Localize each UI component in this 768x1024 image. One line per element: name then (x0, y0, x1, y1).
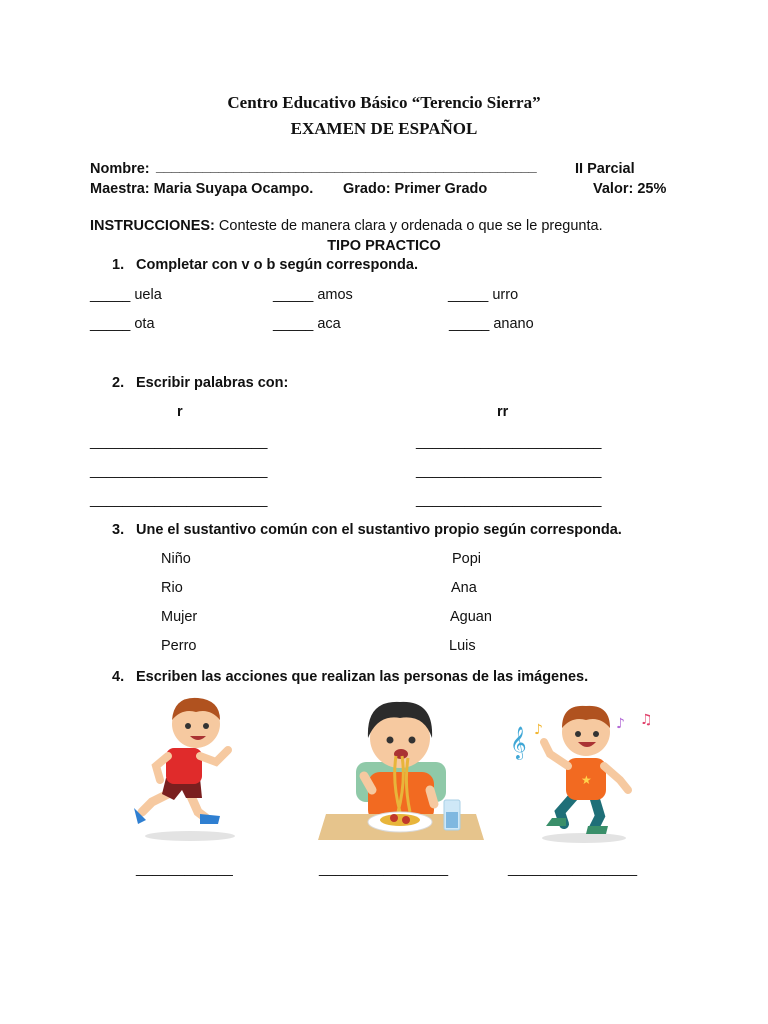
valor-label: Valor: 25% (593, 181, 667, 197)
parcial-label: II Parcial (575, 161, 635, 177)
q2-col-r: r (177, 404, 183, 420)
q3-proper-noun[interactable]: Aguan (450, 609, 492, 625)
q2-col-rr: rr (497, 404, 509, 420)
q4-answer-blank[interactable]: ________________ (319, 861, 449, 877)
q1-item[interactable]: _____ aca (273, 316, 341, 332)
q1-item[interactable]: _____ anano (449, 316, 534, 332)
q3-title: Une el sustantivo común con el sustantivo propio según corresponda. (136, 522, 622, 538)
q4-title: Escriben las acciones que realizan las personas de las imágenes. (136, 669, 589, 685)
music-note-icon: ♪ (534, 722, 543, 738)
q3-common-noun[interactable]: Rio (161, 580, 183, 596)
q4-answer-blank[interactable]: ____________ (136, 861, 233, 877)
eating-boy-illustration (316, 692, 486, 844)
nombre-label: Nombre: (90, 161, 150, 177)
q1-title: Completar con v o b según corresponda. (136, 257, 418, 273)
maestra-label: Maestra: Maria Suyapa Ocampo. (90, 181, 314, 197)
q2-title: Escribir palabras con: (136, 375, 289, 391)
q2-line-rr[interactable]: _______________________ (416, 434, 602, 450)
q3-common-noun[interactable]: Mujer (161, 609, 198, 625)
instructions-label: INSTRUCCIONES: (90, 218, 215, 234)
nombre-blank[interactable]: _________________________________________________ (156, 159, 537, 175)
exam-title: EXAMEN DE ESPAÑOL (290, 119, 478, 138)
grado-label: Grado: Primer Grado (343, 181, 488, 197)
q3-common-noun[interactable]: Perro (161, 638, 197, 654)
q1-item[interactable]: _____ urro (448, 287, 519, 303)
q2-number: 2. (112, 375, 125, 391)
q3-common-noun[interactable]: Niño (161, 551, 191, 567)
dancing-boy-illustration (504, 692, 672, 852)
music-note-icon: ♫ (640, 712, 653, 728)
instructions (90, 218, 603, 234)
music-note-icon: ♪ (616, 716, 625, 732)
treble-clef-icon: 𝄞 (510, 726, 527, 759)
q3-proper-noun[interactable]: Popi (452, 551, 482, 567)
q2-line-r[interactable]: ______________________ (90, 434, 268, 450)
q2-line-rr[interactable]: _______________________ (416, 492, 602, 508)
q2-line-rr[interactable]: _______________________ (416, 463, 602, 479)
q3-number: 3. (112, 522, 125, 538)
q2-line-r[interactable]: ______________________ (90, 492, 268, 508)
q3-proper-noun[interactable]: Luis (449, 638, 476, 654)
tipo-practico: TIPO PRACTICO (327, 238, 441, 254)
q1-item[interactable]: _____ uela (90, 287, 162, 303)
q4-number: 4. (112, 669, 125, 685)
q1-item[interactable]: _____ ota (90, 316, 155, 332)
q2-line-r[interactable]: ______________________ (90, 463, 268, 479)
svg-text:★: ★ (581, 773, 592, 787)
q4-answer-blank[interactable]: ________________ (508, 861, 638, 877)
q1-number: 1. (112, 257, 125, 273)
instructions-text: Conteste de manera clara y ordenada o que se le pregunta. (214, 218, 603, 234)
q1-item[interactable]: _____ amos (273, 287, 353, 303)
school-name: Centro Educativo Básico “Terencio Sierra” (227, 93, 541, 112)
q3-proper-noun[interactable]: Ana (451, 580, 477, 596)
running-boy-illustration (112, 690, 260, 850)
